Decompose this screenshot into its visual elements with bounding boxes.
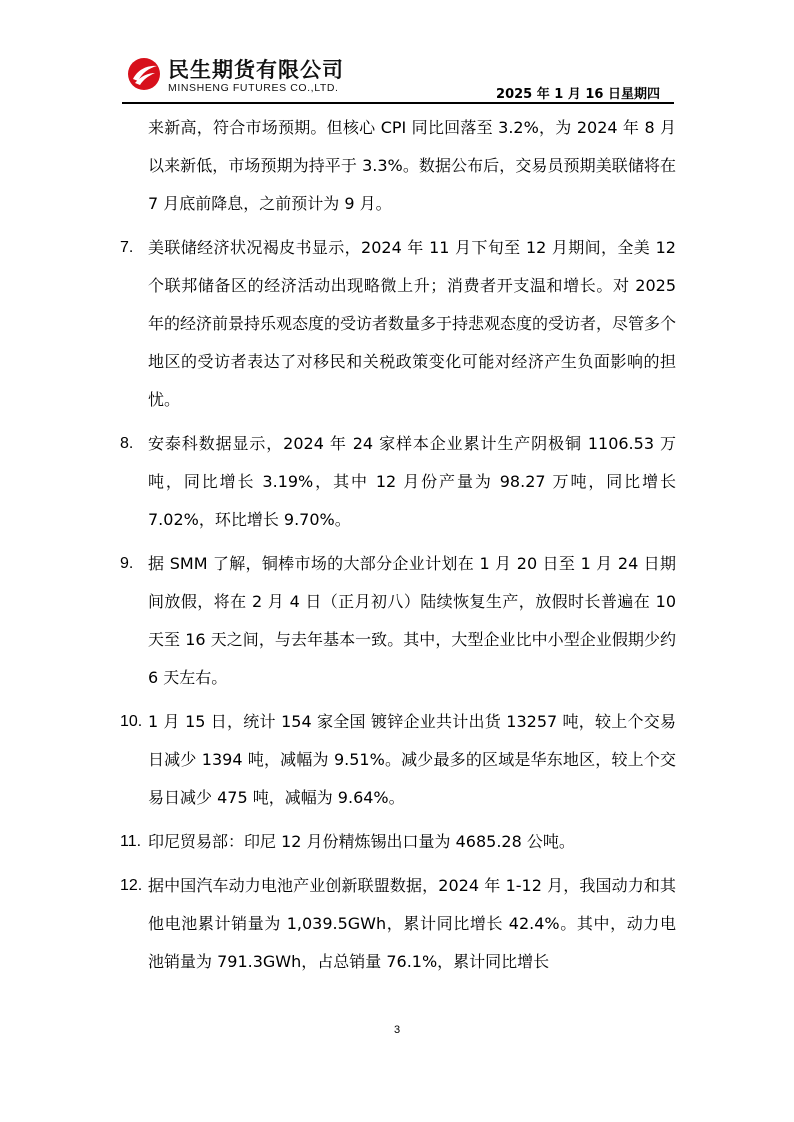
- item-number: 8.: [120, 435, 134, 452]
- minsheng-logo-icon: [126, 56, 162, 92]
- item-number: 10.: [120, 713, 143, 730]
- item-text: 印尼贸易部：印尼 12 月份精炼锡出口量为 4685.28 公吨。: [148, 832, 575, 851]
- company-logo: [122, 54, 382, 100]
- list-item: [120, 425, 676, 539]
- item-text: 安泰科数据显示，2024 年 24 家样本企业累计生产阴极铜 1106.53 万吨，同比增长 3.19%，其中 12 月份产量为 98.27 万吨，同比增长 7.02%，环比增长 9.70%。: [148, 434, 676, 529]
- item-text: 据中国汽车动力电池产业创新联盟数据，2024 年 1-12 月，我国动力和其他电池累计销量为 1,039.5GWh，累计同比增长 42.4%。其中，动力电池销量为 791.3GWh，占总销量 76.1%，累计同比增长: [148, 876, 676, 971]
- list-item: [120, 545, 676, 697]
- page-number: 3: [393, 1024, 401, 1036]
- list-item: [120, 823, 676, 861]
- news-list: [120, 109, 676, 981]
- list-item-continuation: [120, 109, 676, 223]
- item-text: 1 月 15 日，统计 154 家全国 镀锌企业共计出货 13257 吨，较上个交易日减少 1394 吨，减幅为 9.51%。减少最多的区域是华东地区，较上个交易日减少 475 吨，减幅为 9.64%。: [148, 712, 676, 807]
- item-text: 据 SMM 了解，铜棒市场的大部分企业计划在 1 月 20 日至 1 月 24 日期间放假，将在 2 月 4 日（正月初八）陆续恢复生产，放假时长普遍在 10 天至 16 天之间，与去年基本一致。其中，大型企业比中小型企业假期少约 6 天左右。: [148, 554, 676, 687]
- item-text: 美联储经济状况褐皮书显示，2024 年 11 月下旬至 12 月期间，全美 12 个联邦储备区的经济活动出现略微上升；消费者开支温和增长。对 2025 年的经济前景持乐观态度的受访者数量多于持悲观态度的受访者，尽管多个地区的受访者表达了对移民和关税政策变化可能对经济产生负面影响的担忧。: [148, 238, 677, 409]
- item-number: 7.: [120, 239, 134, 256]
- item-number: 12.: [120, 877, 143, 894]
- item-number: 9.: [120, 555, 134, 572]
- list-item: [120, 703, 676, 817]
- report-date: 2025 年 1 月 16 日星期四: [496, 87, 660, 102]
- header-divider: [122, 102, 674, 104]
- page-header: [122, 50, 674, 104]
- item-number: 11.: [120, 833, 142, 850]
- list-item: [120, 229, 676, 419]
- list-item: [120, 867, 676, 981]
- continuation-text: 来新高，符合市场预期。但核心 CPI 同比回落至 3.2%，为 2024 年 8 月以来新低，市场预期为持平于 3.3%。数据公布后，交易员预期美联储将在 7 月底前降息，之前预计为 9 月。: [148, 118, 676, 213]
- company-name-cn: 民生期货有限公司: [168, 58, 344, 82]
- company-name-en: MINSHENG FUTURES CO.,LTD.: [168, 82, 339, 94]
